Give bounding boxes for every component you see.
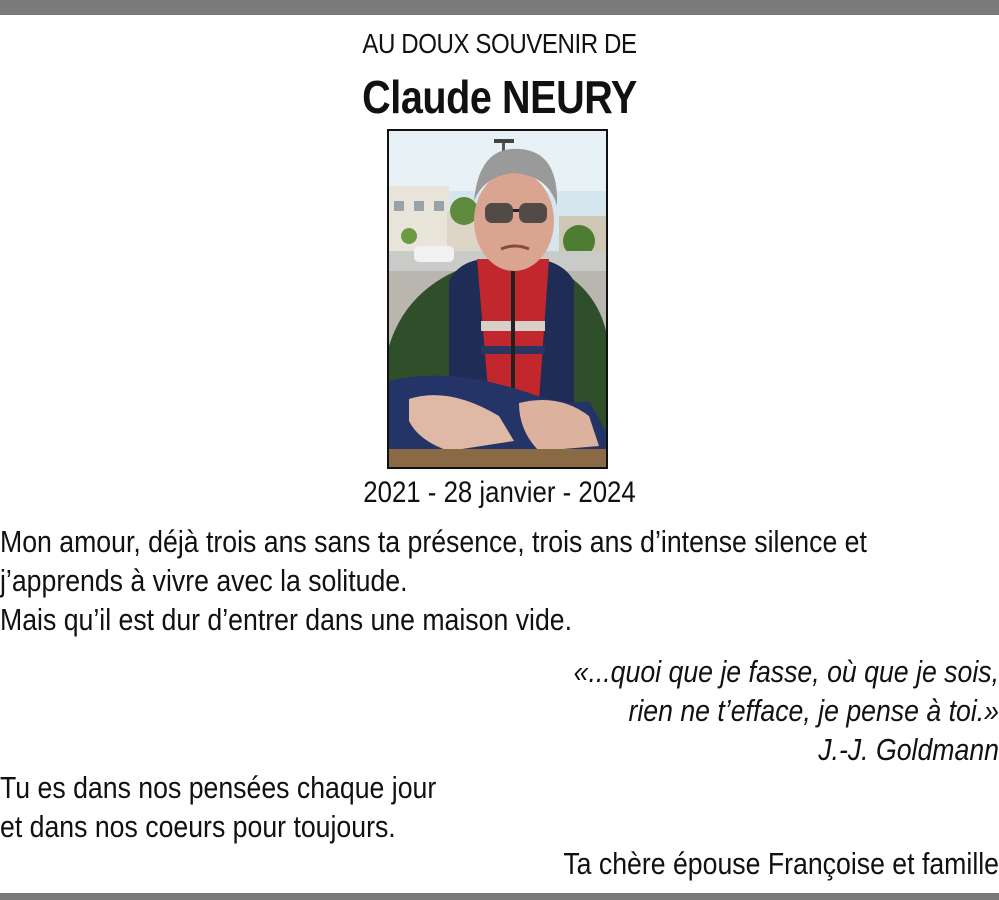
notice-intro: AU DOUX SOUVENIR DE [362,28,637,59]
message-paragraph [0,522,946,639]
message-line: Mon amour, déjà trois ans sans ta présence, trois ans d’intense silence et [0,524,867,559]
bottom-rule [0,893,999,900]
date-line: 2021 - 28 janvier - 2024 [363,476,636,509]
message-line: j’apprends à vivre avec la solitude. [0,563,408,598]
top-rule [0,0,999,15]
portrait-photo [387,129,608,469]
quote-block [53,652,999,769]
closing-line: et dans nos coeurs pour toujours. [0,809,396,844]
quote-line: rien ne t’efface, je pense à toi.» [628,693,999,728]
closing-line: Tu es dans nos pensées chaque jour [0,770,437,805]
message-line: Mais qu’il est dur d’entrer dans une maison vide. [0,602,573,637]
closing-paragraph [0,768,946,846]
deceased-name: Claude NEURY [362,71,637,123]
quote-line: «...quoi que je fasse, où que je sois, [573,654,999,689]
quote-author: J.-J. Goldmann [818,732,999,767]
signature: Ta chère épouse Françoise et famille [563,846,999,881]
